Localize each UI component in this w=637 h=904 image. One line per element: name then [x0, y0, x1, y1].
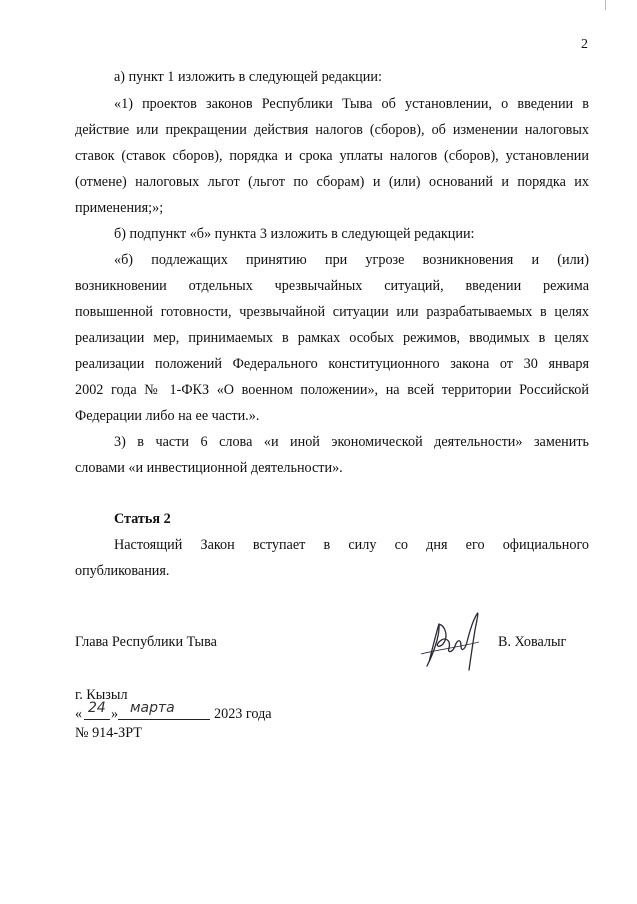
- text-line: возникновении отдельных чрезвычайных ситуаций, введении режима: [75, 278, 589, 294]
- text-line: действие или прекращении действия налогов (сборов), об изменении налоговых: [75, 122, 589, 138]
- page-number: 2: [581, 37, 588, 52]
- text-line: б) подпункт «б» пункта 3 изложить в следующей редакции:: [114, 226, 475, 242]
- city: г. Кызыл: [75, 687, 128, 703]
- handwritten-signature: [415, 606, 487, 678]
- signatory-name: В. Ховалыг: [498, 634, 567, 650]
- text-line: «б) подлежащих принятию при угрозе возникновения и (или): [114, 252, 589, 268]
- text-line: Настоящий Закон вступает в силу со дня его официального: [114, 537, 589, 553]
- date-month-underline: [118, 719, 210, 720]
- text-line: реализации положений Федерального конституционного закона от 30 января: [75, 356, 589, 372]
- text-line: а) пункт 1 изложить в следующей редакции:: [114, 69, 382, 85]
- text-line: «1) проектов законов Республики Тыва об установлении, о введении в: [114, 96, 589, 112]
- text-line: Федерации либо на ее части.».: [75, 408, 260, 424]
- date-close-quote: »: [111, 706, 119, 722]
- page-edge-mark: [605, 0, 606, 10]
- date-month-handwritten: марта: [130, 700, 175, 716]
- text-line: 2002 года № 1-ФКЗ «О военном положении», на всей территории Российской: [75, 382, 589, 398]
- text-line: опубликования.: [75, 563, 170, 579]
- text-line: 3) в части 6 слова «и иной экономической деятельности» заменить: [114, 434, 589, 450]
- text-line: словами «и инвестиционной деятельности».: [75, 460, 343, 476]
- text-line: ставок (ставок сборов), порядка и срока уплаты налогов (сборов), установлении: [75, 148, 589, 164]
- article-heading: Статья 2: [114, 511, 171, 527]
- date-day-handwritten: 24: [88, 700, 106, 716]
- text-line: (отмене) налоговых льгот (льгот по сборам) и (или) оснований и порядка их: [75, 174, 589, 190]
- text-line: применения;»;: [75, 200, 164, 216]
- text-line: повышенной готовности, чрезвычайной ситуации или разрабатываемых в целях: [75, 304, 589, 320]
- date-open-quote: «: [75, 706, 83, 722]
- date-day-underline: [84, 719, 110, 720]
- signatory-position: Глава Республики Тыва: [75, 634, 217, 650]
- date-year: 2023 года: [214, 706, 272, 722]
- law-number: № 914-ЗРТ: [75, 725, 142, 741]
- text-line: реализации мер, принимаемых в рамках особых режимов, вводимых в целях: [75, 330, 589, 346]
